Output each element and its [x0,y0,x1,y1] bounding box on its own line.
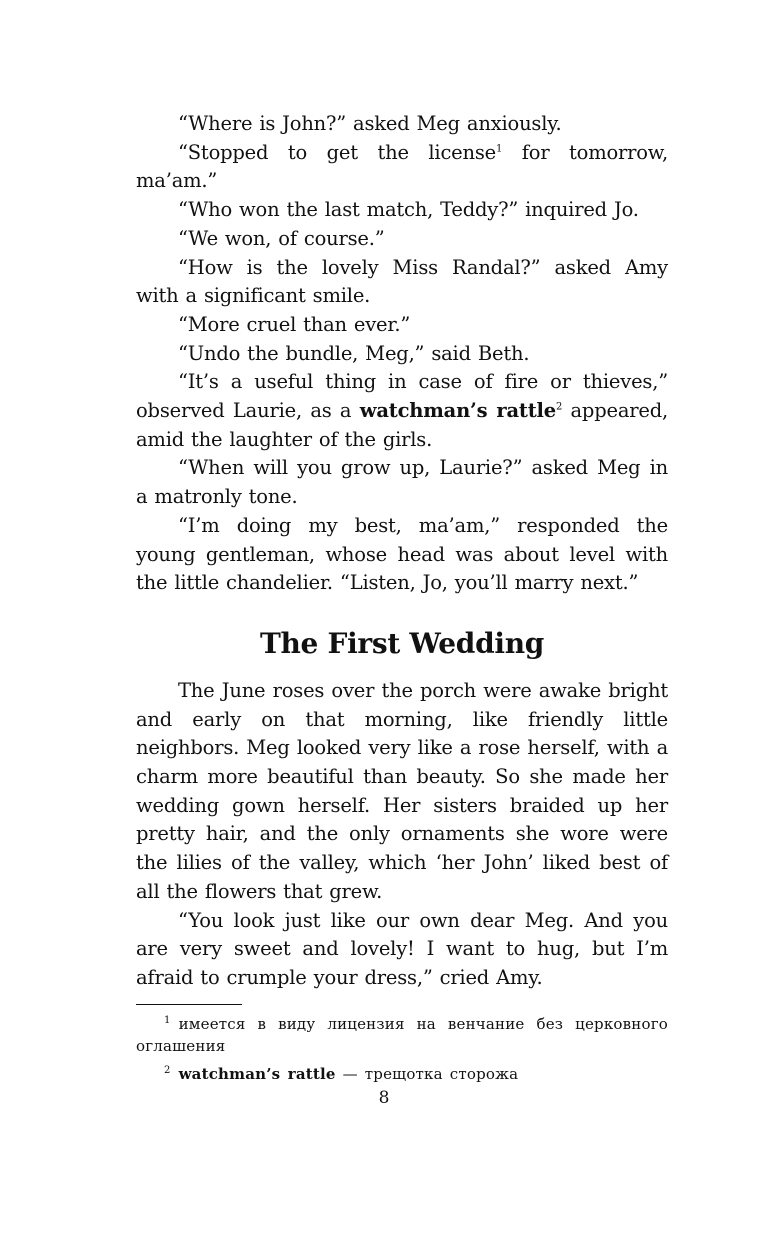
footnote-text: — трещотка сторожа [335,1064,519,1083]
footnote-ref[interactable]: 1 [496,143,503,155]
footnote-divider [136,1004,242,1005]
section-heading: The First Wedding [259,626,545,660]
paragraph: “Undo the bundle, Meg,” said Beth. [178,341,530,365]
paragraph-text: “It’s a useful thing in case of fire or thieves,” observed Laurie, as a [136,370,668,423]
footnote-mark: 2 [164,1064,171,1076]
footnote-ref[interactable]: 2 [555,401,563,413]
footnote-text: имеется в виду лицензия на венчание без церковного оглашения [136,1014,668,1055]
paragraph [136,368,668,454]
paragraph: “More cruel than ever.” [178,312,411,336]
paragraph-text: for tomorrow, ma’am.” [136,140,668,193]
footnotes [136,1013,668,1085]
page-body [136,110,668,1091]
paragraph-text: “Stopped to get the license [178,140,497,164]
dialogue-block [136,110,668,598]
paragraph [136,139,668,196]
footnote-term: watchman’s rattle [178,1064,336,1083]
footnote [136,1063,668,1085]
paragraph: The June roses over the porch were awake bright and early on that morning, like friendly little neighbors. Meg looked very like a rose herself, with a charm more beautiful than beauty. So she made her wedding gown herself. Her sisters braided up her pretty hair, and the only ornaments she wore were the lilies of the valley, which ‘her John’ liked best of all the flowers that grew. [136,678,668,903]
paragraph: “I’m doing my best, ma’am,” responded the young gentleman, whose head was about level with the little chandelier. “Listen, Jo, you’ll marry next.” [136,513,668,595]
paragraph: “You look just like our own dear Meg. And you are very sweet and lovely! I want to hug, but I’m afraid to crumple your dress,” cried Amy. [136,908,668,989]
paragraph: “When will you grow up, Laurie?” asked Meg in a matronly tone. [136,456,668,509]
footnote-mark: 1 [164,1014,171,1026]
paragraph-text: appeared, amid the laughter of the girls. [136,399,668,451]
page-number: 8 [378,1088,390,1108]
footnote [136,1013,668,1057]
chapter-block [136,677,668,993]
paragraph: “Where is John?” asked Meg anxiously. [178,112,562,135]
paragraph: “How is the lovely Miss Randal?” asked Amy with a significant smile. [136,255,668,308]
paragraph: “Who won the last match, Teddy?” inquired Jo. [178,198,639,222]
paragraph: “We won, of course.” [178,226,385,250]
glossary-term: watchman’s rattle [359,399,556,423]
